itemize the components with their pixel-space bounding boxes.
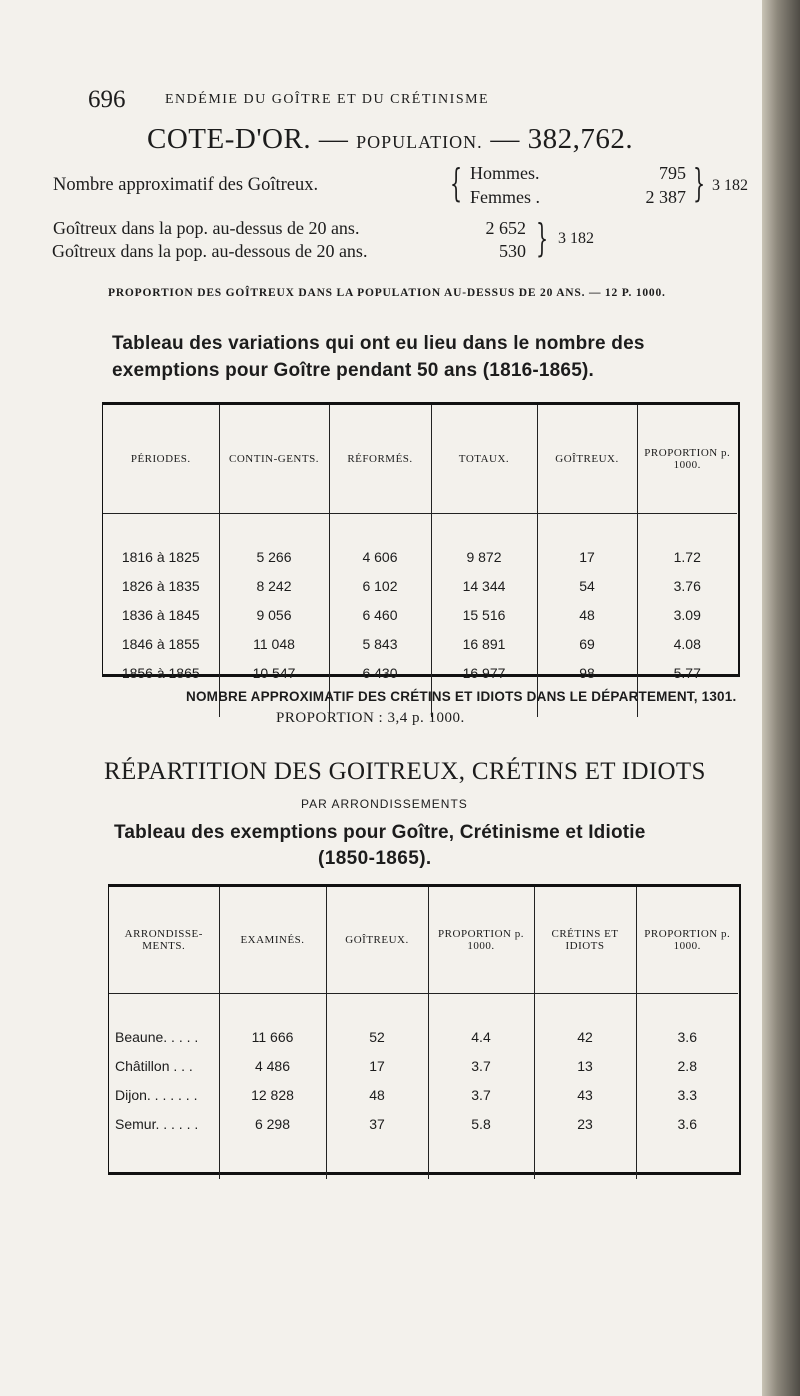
col-header-examines: EXAMINÉS. xyxy=(219,887,326,993)
arrondissement-cell: Dijon. . . . . . . xyxy=(109,1081,219,1110)
cretins-cell: 23 xyxy=(534,1110,636,1139)
proportion-cell: 3.7 xyxy=(428,1081,534,1110)
heading-dash: — xyxy=(318,123,357,155)
arrondissement-cell: Beaune. . . . . xyxy=(109,1023,219,1052)
men-value: 795 xyxy=(659,163,686,183)
proportion-2-cell: 3.3 xyxy=(677,1087,697,1103)
reformes-cell: 4 606 xyxy=(329,543,431,572)
table2-title-line1: Tableau des exemptions pour Goître, Crétinisme et Idiotie xyxy=(114,822,646,843)
table-row xyxy=(109,1110,738,1139)
cretins-proportion: PROPORTION : 3,4 p. 1000. xyxy=(276,710,465,726)
section-subtitle: PAR ARRONDISSEMENTS xyxy=(301,797,468,811)
totaux-cell: 16 891 xyxy=(431,630,537,659)
examines-cell: 4 486 xyxy=(219,1052,326,1081)
brace-left: { xyxy=(450,161,463,205)
goitreux-cell: 17 xyxy=(537,543,637,572)
cretins-cell: 43 xyxy=(534,1081,636,1110)
women-label: Femmes . xyxy=(470,187,540,207)
goitreux-cell: 48 xyxy=(326,1081,428,1110)
totaux-cell: 9 872 xyxy=(431,543,537,572)
goitreux-cell: 48 xyxy=(537,601,637,630)
over20-value: 2 652 xyxy=(485,218,526,238)
goitreux-cell: 69 xyxy=(537,630,637,659)
variations-table xyxy=(103,405,737,717)
totaux-cell: 14 344 xyxy=(431,572,537,601)
age-total: 3 182 xyxy=(558,230,594,247)
examines-cell: 12 828 xyxy=(219,1081,326,1110)
table2-frame xyxy=(108,884,741,1175)
col-header-periods: PÉRIODES. xyxy=(103,405,219,513)
period-cell: 1846 à 1855 xyxy=(103,630,219,659)
section-title: RÉPARTITION DES GOITREUX, CRÉTINS ET IDIOTS xyxy=(104,758,706,785)
table-row xyxy=(109,1081,738,1110)
brace-right: } xyxy=(693,161,706,205)
reformes-cell: 6 460 xyxy=(329,601,431,630)
goitreux-cell: 98 xyxy=(537,659,637,688)
col-header-cretins: CRÉTINS ET IDIOTS xyxy=(534,887,636,993)
department-heading xyxy=(147,123,633,156)
page-number: 696 xyxy=(88,86,126,113)
period-cell: 1836 à 1845 xyxy=(103,601,219,630)
col-header-contingents: CONTIN-GENTS. xyxy=(219,405,329,513)
men-label: Hommes. xyxy=(470,163,540,183)
proportion-cell: 3.7 xyxy=(428,1052,534,1081)
goitreux-cell: 17 xyxy=(326,1052,428,1081)
table2-title-line2: (1850-1865). xyxy=(318,848,432,869)
goitreux-cell: 54 xyxy=(537,572,637,601)
arrondissement-cell: Semur. . . . . . xyxy=(109,1110,219,1139)
table-row xyxy=(109,1023,738,1052)
table-row xyxy=(103,630,737,659)
brace-right-2: } xyxy=(536,216,549,260)
goitreux-cell: 52 xyxy=(326,1023,428,1052)
col-header-reformes: RÉFORMÉS. xyxy=(329,405,431,513)
goitre-total: 3 182 xyxy=(712,177,748,194)
proportion-cell: 3.76 xyxy=(673,578,701,594)
goitreux-cell: 37 xyxy=(326,1110,428,1139)
cretins-cell: 42 xyxy=(534,1023,636,1052)
contingents-cell: 5 266 xyxy=(219,543,329,572)
proportion-cell: 4.4 xyxy=(428,1023,534,1052)
population-label: POPULATION. xyxy=(356,132,483,152)
proportion-2-cell: 3.6 xyxy=(677,1116,697,1132)
col-header-proportion-2: PROPORTION p. 1000. xyxy=(636,887,738,993)
examines-cell: 11 666 xyxy=(219,1023,326,1052)
goitre-count-label: Nombre approximatif des Goîtreux. xyxy=(53,175,319,195)
col-header-proportion: PROPORTION p. 1000. xyxy=(637,405,737,513)
examines-cell: 6 298 xyxy=(219,1110,326,1139)
table-row xyxy=(103,659,737,688)
department-title: COTE-D'OR. xyxy=(147,123,312,155)
proportion-cell: 4.08 xyxy=(673,636,701,652)
cretins-cell: 13 xyxy=(534,1052,636,1081)
col-header-goitreux: GOÎTREUX. xyxy=(326,887,428,993)
women-value: 2 387 xyxy=(645,187,686,207)
totaux-cell: 15 516 xyxy=(431,601,537,630)
col-header-arrondissements: ARRONDISSE-MENTS. xyxy=(109,887,219,993)
proportion-2-cell: 3.6 xyxy=(677,1029,697,1045)
arrondissements-table xyxy=(109,887,738,1179)
table1-frame xyxy=(102,402,740,681)
table-row xyxy=(103,572,737,601)
table-row xyxy=(109,1052,738,1081)
proportion-cell: 3.09 xyxy=(673,607,701,623)
col-header-goitreux: GOÎTREUX. xyxy=(537,405,637,513)
col-header-totaux: TOTAUX. xyxy=(431,405,537,513)
period-cell: 1816 à 1825 xyxy=(103,543,219,572)
col-header-proportion: PROPORTION p. 1000. xyxy=(428,887,534,993)
proportion-cell: 5.8 xyxy=(428,1110,534,1139)
contingents-cell: 11 048 xyxy=(219,630,329,659)
reformes-cell: 6 430 xyxy=(329,659,431,688)
table-row xyxy=(103,543,737,572)
reformes-cell: 6 102 xyxy=(329,572,431,601)
heading-dash-2: — xyxy=(490,123,528,155)
period-cell: 1856 à 1865 xyxy=(103,659,219,688)
proportion-cell: 1.72 xyxy=(673,549,701,565)
page-edge-shadow xyxy=(762,0,800,1396)
proportion-cell: 5.77 xyxy=(673,665,701,681)
cretins-note: NOMBRE APPROXIMATIF DES CRÉTINS ET IDIOTS DANS LE DÉPARTEMENT, 1301. xyxy=(186,689,737,704)
table1-title: Tableau des variations qui ont eu lieu dans le nombre des exemptions pour Goître pendant 50 ans (1816-1865). xyxy=(112,333,645,381)
contingents-cell: 8 242 xyxy=(219,572,329,601)
period-cell: 1826 à 1835 xyxy=(103,572,219,601)
proportion-2-cell: 2.8 xyxy=(677,1058,697,1074)
arrondissement-cell: Châtillon . . . xyxy=(109,1052,219,1081)
reformes-cell: 5 843 xyxy=(329,630,431,659)
goitre-proportion-line: PROPORTION DES GOÎTREUX DANS LA POPULATION AU-DESSUS DE 20 ANS. — 12 P. 1000. xyxy=(108,287,666,299)
over20-label: Goîtreux dans la pop. au-dessus de 20 ans. xyxy=(53,218,360,238)
table-row xyxy=(103,601,737,630)
totaux-cell: 16 977 xyxy=(431,659,537,688)
running-title: ENDÉMIE DU GOÎTRE ET DU CRÉTINISME xyxy=(165,92,490,107)
under20-value: 530 xyxy=(499,241,526,261)
population-value: 382,762. xyxy=(527,123,634,155)
contingents-cell: 9 056 xyxy=(219,601,329,630)
contingents-cell: 10 547 xyxy=(219,659,329,688)
under20-label: Goîtreux dans la pop. au-dessous de 20 ans. xyxy=(52,241,368,261)
